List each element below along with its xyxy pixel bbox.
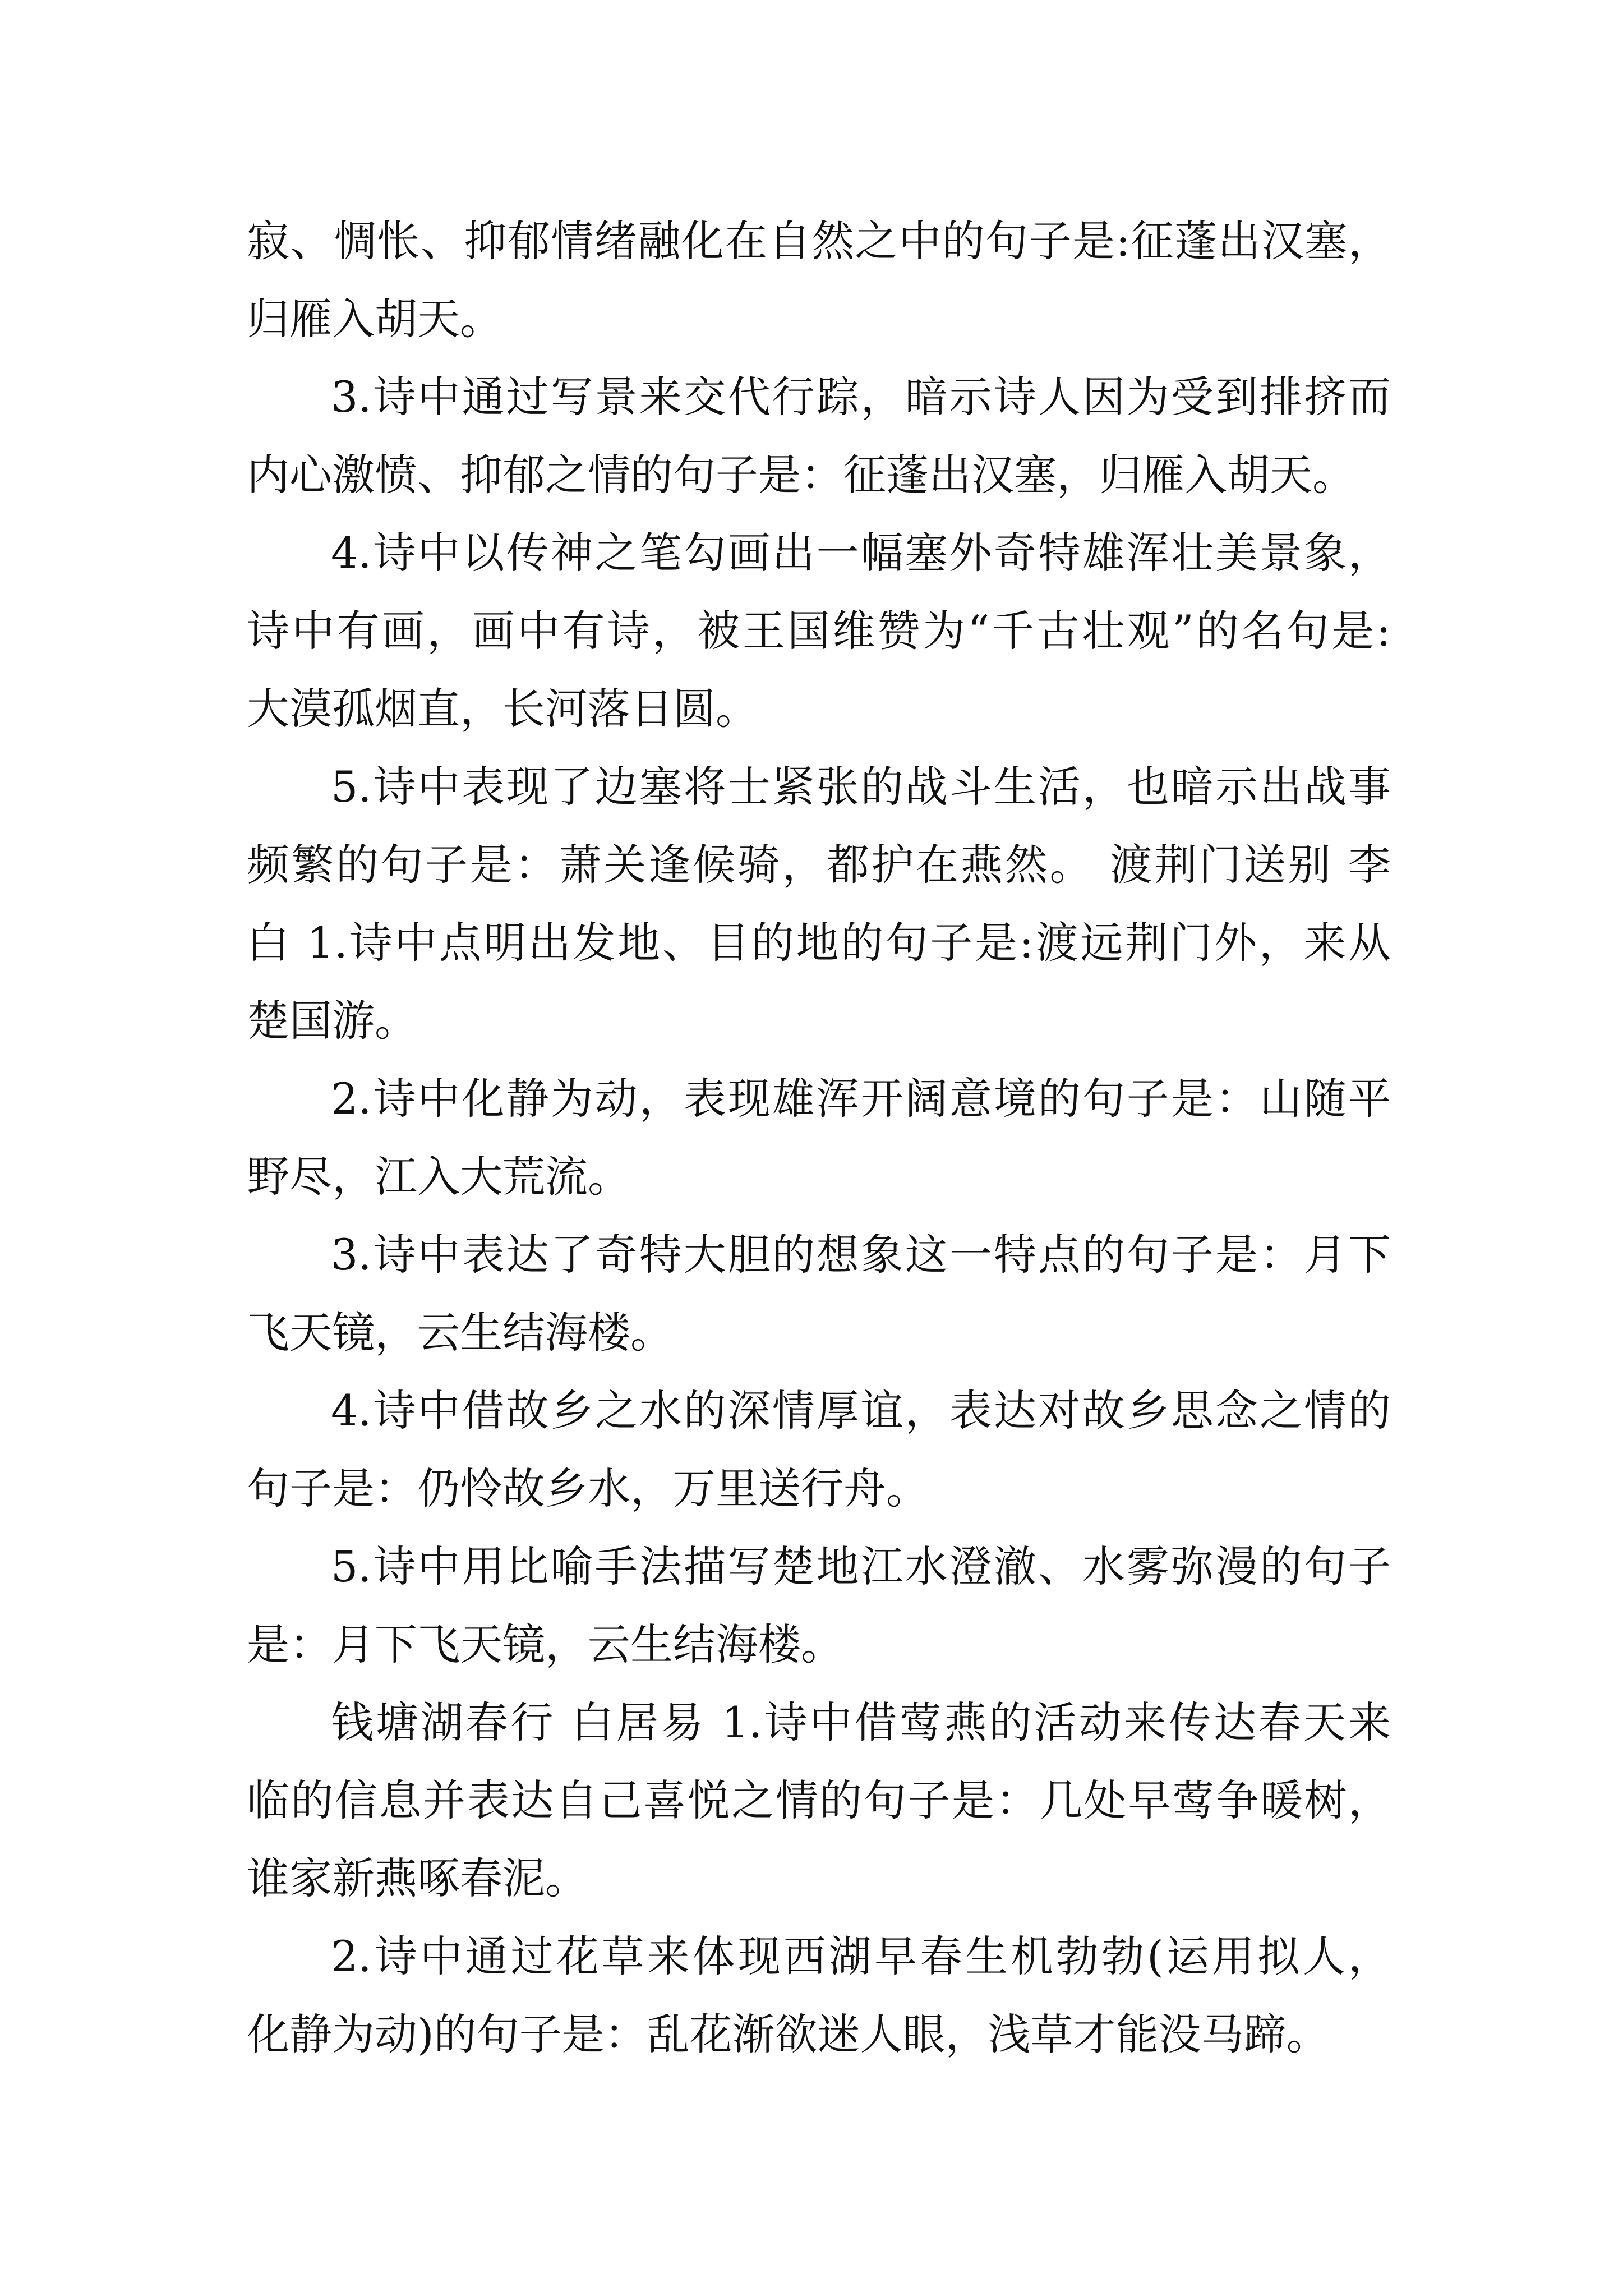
text-line: 内心激愤、抑郁之情的句子是：征蓬出汉塞，归雁入胡天。: [247, 450, 1355, 500]
text-line: 4.诗中以传神之笔勾画出一幅塞外奇特雄浑壮美景象，: [331, 528, 1391, 578]
text-line: 2.诗中化静为动，表现雄浑开阔意境的句子是：山随平: [331, 1074, 1391, 1124]
text-line: 句子是：仍怜故乡水，万里送行舟。: [247, 1464, 929, 1513]
document-body: [247, 202, 1391, 2073]
text-line: 4.诗中借故乡之水的深情厚谊，表达对故乡思念之情的: [331, 1386, 1391, 1435]
text-line: 5.诗中用比喻手法描写楚地江水澄澈、水雾弥漫的句子: [331, 1542, 1391, 1591]
text-line: 2.诗中通过花草来体现西湖早春生机勃勃(运用拟人，: [331, 1931, 1391, 1981]
text-line: 白 1.诗中点明出发地、目的地的句子是:渡远荆门外，来从: [247, 918, 1391, 968]
text-line: 寂、惆怅、抑郁情绪融化在自然之中的句子是:征蓬出汉塞，: [247, 216, 1391, 266]
text-line: 化静为动)的句子是：乱花渐欲迷人眼，浅草才能没马蹄。: [247, 2009, 1329, 2059]
text-line: 钱塘湖春行 白居易 1.诗中借莺燕的活动来传达春天来: [331, 1697, 1391, 1747]
text-line: 归雁入胡天。: [247, 294, 502, 344]
text-line: 临的信息并表达自己喜悦之情的句子是：几处早莺争暖树，: [247, 1775, 1391, 1825]
text-line: 飞天镜，云生结海楼。: [247, 1308, 673, 1358]
text-line: 楚国游。: [247, 996, 417, 1046]
text-line: 频繁的句子是：萧关逢候骑，都护在燕然。 渡荆门送别 李: [247, 840, 1391, 890]
text-line: 野尽，江入大荒流。: [247, 1152, 630, 1202]
text-line: 大漠孤烟直，长河落日圆。: [247, 684, 758, 734]
text-line: 诗中有画，画中有诗，被王国维赞为“千古壮观”的名句是:: [247, 606, 1391, 656]
text-line: 谁家新燕啄春泥。: [247, 1853, 588, 1903]
text-line: 是：月下飞天镜，云生结海楼。: [247, 1619, 843, 1669]
text-line: 3.诗中表达了奇特大胆的想象这一特点的句子是：月下: [331, 1230, 1391, 1280]
text-line: 3.诗中通过写景来交代行踪，暗示诗人因为受到排挤而: [331, 372, 1391, 422]
text-line: 5.诗中表现了边塞将士紧张的战斗生活，也暗示出战事: [331, 762, 1391, 812]
